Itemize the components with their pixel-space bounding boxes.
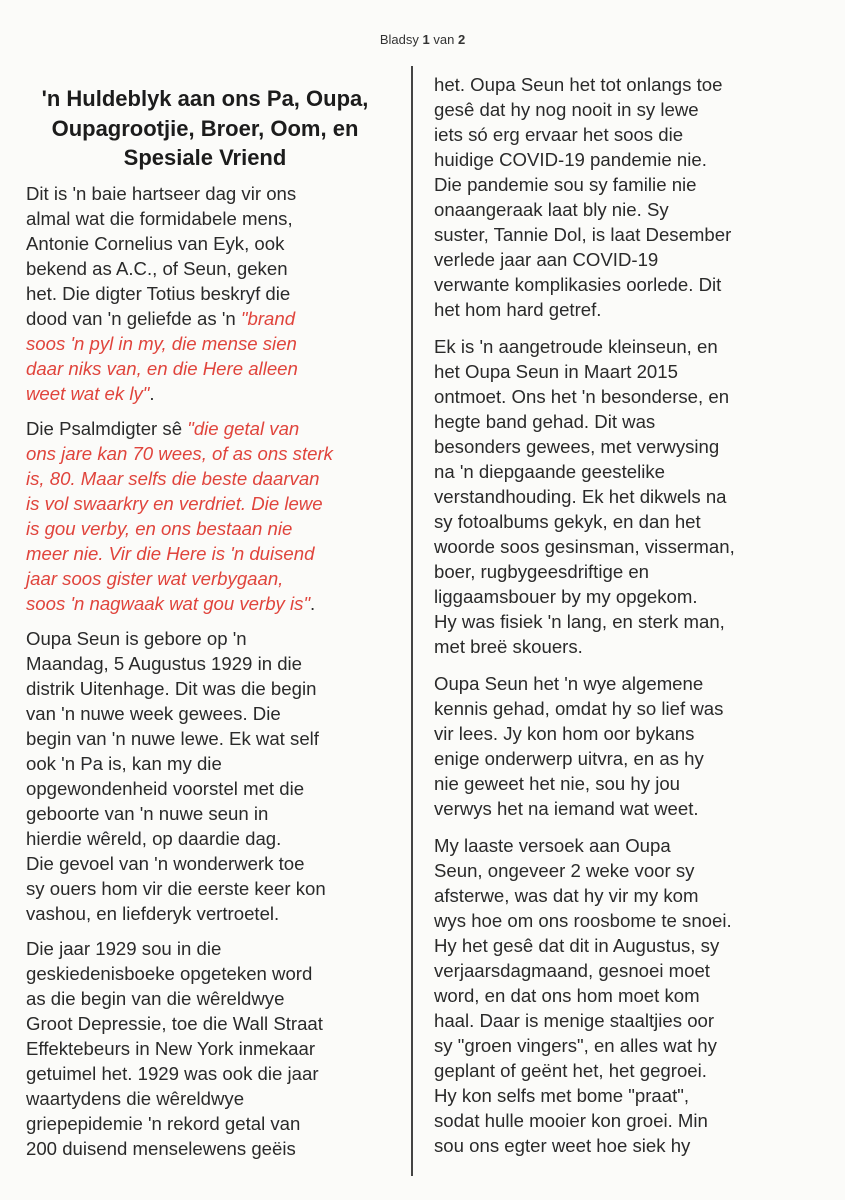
text-line: geplant of geënt het, het gegroei.	[434, 1060, 707, 1081]
text-line: Antonie Cornelius van Eyk, ook	[26, 232, 285, 254]
paragraph-roses	[420, 833, 810, 1158]
text-line: verjaarsdagmaand, gesnoei moet	[434, 960, 710, 981]
text-line: as die begin van die wêreldwye	[26, 987, 285, 1009]
text-line	[20, 416, 390, 441]
text-line: begin van 'n nuwe lewe. Ek wat self	[26, 727, 319, 749]
psalm-quote: ons jare kan 70 wees, of as ons sterk	[26, 442, 333, 464]
text-line: Hy het gesê dat dit in Augustus, sy	[434, 935, 720, 956]
title-line: 'n Huldeblyk aan ons Pa, Oupa,	[41, 86, 369, 111]
page-prefix: Bladsy	[379, 32, 419, 47]
psalm-quote: is gou verby, en ons bestaan nie	[26, 517, 293, 539]
text-line: My laaste versoek aan Oupa	[434, 835, 671, 856]
text-line	[20, 381, 390, 406]
paragraph-1929	[20, 936, 390, 1161]
text-line: ontmoet. Ons het 'n besonderse, en	[434, 386, 730, 407]
text-line: enige onderwerp uitvra, en as hy	[434, 748, 704, 769]
text-line: hegte band gehad. Dit was	[434, 411, 656, 432]
text-line: gesê dat hy nog nooit in sy lewe	[434, 99, 699, 120]
psalm-quote: "die getal van	[187, 417, 300, 439]
left-column	[20, 72, 390, 1161]
text-line: bekend as A.C., of Seun, geken	[26, 257, 288, 279]
text-line: vir lees. Jy kon hom oor bykans	[434, 723, 695, 744]
text-line: het Oupa Seun in Maart 2015	[434, 361, 678, 382]
text-line: Oupa Seun is gebore op 'n	[26, 627, 247, 649]
psalm-quote: soos 'n nagwaak wat gou verby is"	[26, 592, 311, 614]
text-segment: .	[149, 382, 155, 404]
text-line: Ek is 'n aangetroude kleinseun, en	[434, 336, 718, 357]
psalm-quote: meer nie. Vir die Here is 'n duisend	[26, 542, 315, 564]
text-line: besonders gewees, met verwysing	[434, 436, 720, 457]
text-line: sou ons egter weet hoe siek hy	[434, 1135, 691, 1156]
text-line: Groot Depressie, toe die Wall Straat	[26, 1012, 323, 1034]
text-line: het. Die digter Totius beskryf die	[26, 282, 291, 304]
text-line: het hom hard getref.	[434, 299, 602, 320]
psalm-quote: jaar soos gister wat verbygaan,	[26, 567, 284, 589]
text-line: hierdie wêreld, op daardie dag.	[26, 827, 282, 849]
text-line: sy ouers hom vir die eerste keer kon	[26, 877, 326, 899]
text-segment: dood van 'n geliefde as 'n	[26, 307, 241, 329]
text-line: almal wat die formidabele mens,	[26, 207, 293, 229]
text-line	[20, 306, 390, 331]
text-line: met breë skouers.	[434, 636, 583, 657]
text-line: onaangeraak laat bly nie. Sy	[434, 199, 669, 220]
text-line: waartydens die wêreldwye	[26, 1087, 245, 1109]
text-line: verstandhouding. Ek het dikwels na	[434, 486, 727, 507]
text-line: griepepidemie 'n rekord getal van	[26, 1112, 301, 1134]
text-line: suster, Tannie Dol, is laat Desember	[434, 224, 732, 245]
text-line: woorde soos gesinsman, visserman,	[434, 536, 735, 557]
text-line: boer, rugbygeesdriftige en	[434, 561, 650, 582]
text-line: verlede jaar aan COVID-19	[434, 249, 659, 270]
paragraph-knowledge	[420, 671, 810, 821]
text-line: Hy kon selfs met bome "praat",	[434, 1085, 690, 1106]
text-line: kennis gehad, omdat hy so lief was	[434, 698, 724, 719]
text-segment: Die Psalmdigter sê	[26, 417, 188, 439]
text-line: verwys het na iemand wat weet.	[434, 798, 699, 819]
text-line: Seun, ongeveer 2 weke voor sy	[434, 860, 695, 881]
text-line: Hy was fisiek 'n lang, en sterk man,	[434, 611, 725, 632]
page-total: 2	[457, 32, 466, 47]
right-column	[420, 72, 810, 1158]
text-line: wys hoe om ons roosbome te snoei.	[434, 910, 732, 931]
text-line	[20, 591, 390, 616]
text-line: Effektebeurs in New York inmekaar	[26, 1037, 316, 1059]
text-line: sy "groen vingers", en alles wat hy	[434, 1035, 717, 1056]
paragraph-grandson	[420, 334, 810, 659]
text-line: van 'n nuwe week gewees. Die	[26, 702, 281, 724]
text-line: geskiedenisboeke opgeteken word	[26, 962, 313, 984]
text-line: Die pandemie sou sy familie nie	[434, 174, 697, 195]
text-line: 200 duisend menselewens geëis	[26, 1137, 296, 1159]
paragraph-intro	[20, 181, 390, 406]
totius-quote: daar niks van, en die Here alleen	[26, 357, 298, 379]
totius-quote: soos 'n pyl in my, die mense sien	[26, 332, 297, 354]
text-line: afsterwe, was dat hy vir my kom	[434, 885, 699, 906]
title-line: Oupagrootjie, Broer, Oom, en	[51, 115, 359, 141]
page-middle: van	[433, 32, 455, 47]
text-line: vashou, en liefderyk vertroetel.	[26, 902, 280, 924]
text-line: getuimel het. 1929 was ook die jaar	[26, 1062, 319, 1084]
psalm-quote: is vol swaarkry en verdriet. Die lewe	[26, 492, 323, 514]
text-line: ook 'n Pa is, kan my die	[26, 752, 222, 774]
page-number	[0, 32, 845, 47]
column-divider	[411, 66, 413, 1176]
text-line: opgewondenheid voorstel met die	[26, 777, 305, 799]
text-line: liggaamsbouer by my opgekom.	[434, 586, 698, 607]
psalm-quote: is, 80. Maar selfs die beste daarvan	[26, 467, 320, 489]
page-current: 1	[422, 32, 430, 47]
text-line: Maandag, 5 Augustus 1929 in die	[26, 652, 303, 674]
text-line: huidige COVID-19 pandemie nie.	[434, 149, 707, 170]
text-line: distrik Uitenhage. Dit was die begin	[26, 677, 317, 699]
totius-quote: weet wat ek ly"	[26, 382, 150, 404]
text-line: haal. Daar is menige staaltjies oor	[434, 1010, 715, 1031]
text-line: verwante komplikasies oorlede. Dit	[434, 274, 722, 295]
totius-quote: "brand	[240, 307, 296, 329]
paragraph-pandemic	[420, 72, 810, 322]
document-title	[20, 84, 390, 173]
text-line: iets só erg ervaar het soos die	[434, 124, 684, 145]
text-line: Die gevoel van 'n wonderwerk toe	[26, 852, 305, 874]
text-line: Die jaar 1929 sou in die	[26, 937, 222, 959]
paragraph-psalm	[20, 416, 390, 616]
text-line: Oupa Seun het 'n wye algemene	[434, 673, 704, 694]
text-line: Dit is 'n baie hartseer dag vir ons	[26, 182, 297, 204]
text-line: na 'n diepgaande geestelike	[434, 461, 665, 482]
text-line: het. Oupa Seun het tot onlangs toe	[434, 74, 723, 95]
text-line: geboorte van 'n nuwe seun in	[26, 802, 269, 824]
text-line: sy fotoalbums gekyk, en dan het	[434, 511, 701, 532]
text-segment: .	[310, 592, 316, 614]
text-line: sodat hulle mooier kon groei. Min	[434, 1110, 708, 1131]
text-line: nie geweet het nie, sou hy jou	[434, 773, 681, 794]
title-line: Spesiale Vriend	[123, 145, 287, 170]
paragraph-birth	[20, 626, 390, 926]
text-line: word, en dat ons hom moet kom	[434, 985, 700, 1006]
